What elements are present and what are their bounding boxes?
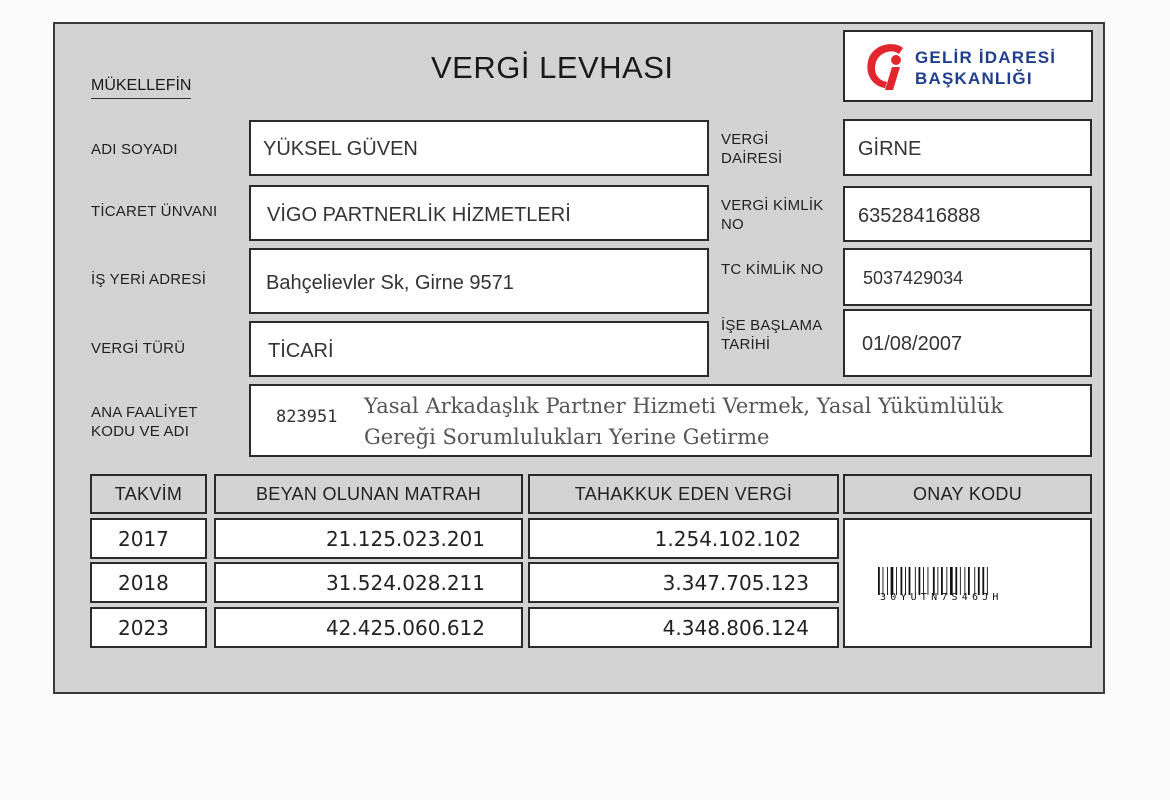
- approval-barcode-icon: [878, 567, 1040, 595]
- vergi-kimlik-no-label: [721, 196, 823, 234]
- document-title: VERGİ LEVHASI: [431, 50, 674, 85]
- ise-baslama-tarihi-label: [721, 316, 822, 354]
- logo-text-line1: GELİR İDARESİ: [915, 48, 1057, 67]
- vergi-turu-label: VERGİ TÜRÜ: [91, 340, 186, 357]
- ticaret-unvani-value: VİGO PARTNERLİK HİZMETLERİ: [267, 204, 571, 226]
- is-yeri-adresi-value: Bahçelievler Sk, Girne 9571: [266, 272, 514, 294]
- ana-faaliyet-code: 823951: [276, 407, 338, 427]
- table-cell-vergi: 1.254.102.102: [528, 518, 839, 559]
- ise-baslama-tarihi-field: [843, 309, 1092, 377]
- vergi-kimlik-no-value: 63528416888: [858, 205, 981, 227]
- table-cell-year: 2017: [90, 518, 207, 559]
- gib-logo: [843, 30, 1093, 102]
- tc-kimlik-no-field: [843, 248, 1092, 306]
- table-header-onay-kodu: ONAY KODU: [843, 474, 1092, 514]
- table-header-takvim: TAKVİM: [90, 474, 207, 514]
- table-header-matrah: BEYAN OLUNAN MATRAH: [214, 474, 523, 514]
- vergi-kimlik-no-label-line2: NO: [721, 216, 744, 233]
- table-cell-matrah: 31.524.028.211: [214, 562, 523, 603]
- adi-soyadi-field: [249, 120, 709, 176]
- ise-baslama-tarihi-label-line1: İŞE BAŞLAMA: [721, 317, 823, 334]
- adi-soyadi-label: ADI SOYADI: [91, 141, 178, 158]
- vergi-kimlik-no-label-line1: VERGİ KİMLİK: [721, 197, 824, 214]
- table-cell-year: 2018: [90, 562, 207, 603]
- adi-soyadi-value: YÜKSEL GÜVEN: [263, 138, 418, 160]
- vergi-kimlik-no-field: [843, 186, 1092, 242]
- taxpayer-section-label: MÜKELLEFİN: [91, 77, 191, 99]
- vergi-dairesi-value: GİRNE: [858, 138, 922, 160]
- vergi-dairesi-label: [721, 130, 782, 168]
- vergi-dairesi-label-line1: VERGİ: [721, 131, 769, 148]
- ticaret-unvani-label: TİCARET ÜNVANI: [91, 203, 218, 220]
- is-yeri-adresi-field: [249, 248, 709, 314]
- is-yeri-adresi-label: İŞ YERİ ADRESİ: [91, 271, 207, 288]
- ana-faaliyet-label-line2: KODU VE ADI: [91, 423, 190, 440]
- ana-faaliyet-label: [91, 403, 198, 441]
- tc-kimlik-no-label: TC KİMLİK NO: [721, 261, 824, 278]
- ana-faaliyet-description: Yasal Arkadaşlık Partner Hizmeti Vermek, Yasal Yükümlülük Gereği Sorumlulukları Yerine Getirme: [364, 394, 1004, 449]
- tc-kimlik-no-value: 5037429034: [863, 268, 964, 288]
- table-cell-matrah: 21.125.023.201: [214, 518, 523, 559]
- vergi-turu-field: [249, 321, 709, 377]
- ise-baslama-tarihi-value: 01/08/2007: [862, 333, 963, 355]
- vergi-dairesi-field: [843, 119, 1092, 176]
- barcode-text: 30YUTN7S46JH: [880, 592, 1003, 603]
- table-header-vergi: TAHAKKUK EDEN VERGİ: [528, 474, 839, 514]
- ana-faaliyet-label-line1: ANA FAALİYET: [91, 404, 198, 421]
- gib-logo-icon: [865, 42, 909, 92]
- table-cell-vergi: 4.348.806.124: [528, 607, 839, 648]
- ise-baslama-tarihi-label-line2: TARİHİ: [721, 336, 771, 353]
- table-cell-vergi: 3.347.705.123: [528, 562, 839, 603]
- table-cell-matrah: 42.425.060.612: [214, 607, 523, 648]
- vergi-turu-value: TİCARİ: [268, 340, 334, 362]
- ticaret-unvani-field: [249, 185, 709, 241]
- logo-text-line2: BAŞKANLIĞI: [915, 69, 1033, 88]
- table-cell-year: 2023: [90, 607, 207, 648]
- vergi-dairesi-label-line2: DAİRESİ: [721, 150, 783, 167]
